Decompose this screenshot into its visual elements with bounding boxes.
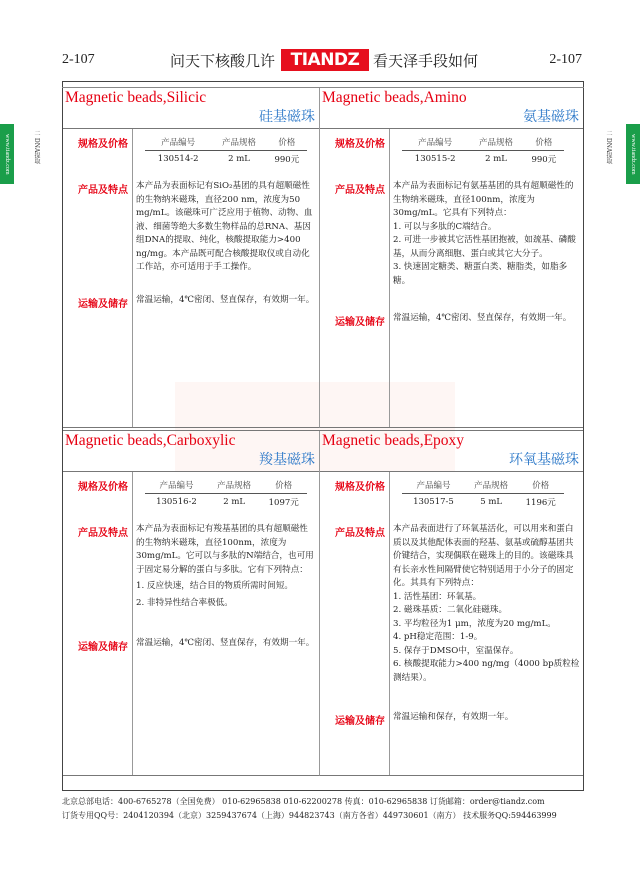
feature-item: 2. 非特异性结合率极低。 bbox=[136, 597, 233, 608]
spec-table: 产品编号 产品规格 价格 130515-2 2 mL 990元 bbox=[402, 135, 564, 167]
footer-contact-phone: 北京总部电话：400-6765278（全国免费） 010-62965838 010-62200278 传真：010-62965838 订货邮箱：order@tiandz.com bbox=[62, 797, 545, 806]
page-number-right: 2-107 bbox=[549, 52, 582, 67]
page-number-left: 2-107 bbox=[62, 52, 95, 67]
product-size: 2 mL bbox=[223, 497, 246, 507]
product-subtitle: 羧基磁珠 bbox=[259, 453, 315, 468]
spec-table: 产品编号 产品规格 价格 130514-2 2 mL 990元 bbox=[145, 135, 307, 167]
product-description: 本产品为表面标记有羧基基团的具有超顺磁性的生物纳米磁珠，直径100nm，浓度为30mg/mL。它可以与多肽的N端结合，也可用于固定易分解的蛋白与多肽。它有下列特点： 1. 反应快速，结合目的物质所需时间短。 2. 非特异性结合率极低。 bbox=[136, 523, 316, 610]
side-tab-left bbox=[0, 124, 14, 184]
product-title: Magnetic beads,Carboxylic 羧基磁珠 bbox=[65, 432, 315, 468]
product-card-amino bbox=[320, 88, 583, 428]
product-size: 2 mL bbox=[485, 154, 507, 164]
storage-text: 常温运输，4℃密闭、竖直保存，有效期一年。 bbox=[136, 638, 315, 648]
product-price: 990元 bbox=[531, 155, 557, 165]
feature-item: 3. 平均粒径为1 μm，浓度为20 mg/mL。 bbox=[393, 618, 556, 629]
storage-text: 常温运输，4℃密闭、竖直保存，有效期一年。 bbox=[136, 295, 315, 305]
product-title: Magnetic beads,Amino 氨基磁珠 bbox=[322, 89, 579, 125]
features-label: 产品及特点 bbox=[78, 185, 128, 196]
spec-table: 产品编号 产品规格 价格 130517-5 5 mL 1196元 bbox=[402, 478, 564, 510]
features-label: 产品及特点 bbox=[78, 528, 128, 539]
product-size: 5 mL bbox=[480, 497, 503, 507]
storage-text: 常温运输和保存，有效期一年。 bbox=[393, 712, 514, 722]
spec-table: 产品编号 产品规格 价格 130516-2 2 mL 1097元 bbox=[145, 478, 307, 510]
storage-label: 运输及储存 bbox=[335, 716, 385, 727]
product-description: 本产品表面进行了环氧基活化，可以用来和蛋白质以及其他配体表面的羟基、氨基或硫醇基团共价键结合，实现偶联在磁珠上的目的。该磁珠具有长亲水性间隔臂使它特别适用于小分子的固定化。其具有下列特点： 1. 活性基团：环氧基。 2. 磁珠基质：二氧化硅磁珠。 3. 平均粒径为1 μm，浓度为20 mg/mL。 4. pH稳定范围：1-9。 5. 保存于DMSO中，室温保存。 6. 核酸提取能力>400 ng/mg（4000 bp质粒检测结果）。 bbox=[393, 523, 580, 685]
storage-text: 常温运输，4℃密闭、竖直保存，有效期一年。 bbox=[393, 313, 572, 323]
product-description: 本产品为表面标记有氨基基团的具有超顺磁性的生物纳米磁珠，直径100nm，浓度为30mg/mL。它具有下列特点： 1. 可以与多肽的C端结合。 2. 可进一步被其它活性基团抱被，如巯基、磷酸基，从而分离细胞、蛋白或其它大分子。 3. 快速固定糖类、糖蛋白类、糖脂类，如脂多糖。 bbox=[393, 180, 580, 288]
feature-item: 1. 活性基团：环氧基。 bbox=[393, 591, 482, 602]
side-tab-url: www.tiandz.com bbox=[4, 133, 10, 175]
spec-price-label: 规格及价格 bbox=[78, 139, 128, 150]
header-slogan-left: 问天下核酸几许 bbox=[170, 52, 276, 70]
product-price: 990元 bbox=[274, 155, 300, 165]
product-subtitle: 环氧基磁珠 bbox=[509, 453, 579, 468]
product-price: 1196元 bbox=[525, 498, 556, 508]
storage-label: 运输及储存 bbox=[78, 642, 128, 653]
product-card-silicic bbox=[63, 88, 320, 428]
side-tab-right bbox=[626, 124, 640, 184]
storage-label: 运输及储存 bbox=[78, 299, 128, 310]
side-section-label-right: 二 DNA提取 bbox=[605, 130, 612, 165]
brand-logo: TIANDZ bbox=[281, 49, 369, 71]
product-description: 本产品为表面标记有SiO₂基团的具有超顺磁性的生物纳米磁珠，直径200 nm，浓度为50 mg/mL。该磁珠可广泛应用于植物、动物、血液、细菌等绝大多数生物样品的总RNA、基因组DNA的提取、纯化，核酸提取能力>400 ng/mg。本产品既可配合核酸提取仪或自动化工作站，亦可适用于手工操作。 bbox=[136, 181, 313, 272]
product-card-carboxylic bbox=[63, 431, 320, 776]
spec-price-label: 规格及价格 bbox=[335, 139, 385, 150]
product-subtitle: 硅基磁珠 bbox=[259, 110, 315, 125]
side-section-label-left: 二 DNA提取 bbox=[33, 130, 40, 165]
feature-item: 3. 快速固定糖类、糖蛋白类、糖脂类，如脂多糖。 bbox=[393, 262, 568, 286]
feature-item: 1. 可以与多肽的C端结合。 bbox=[393, 221, 497, 232]
product-card-epoxy bbox=[320, 431, 583, 776]
product-size: 2 mL bbox=[228, 154, 250, 164]
feature-item: 2. 可进一步被其它活性基团抱被，如巯基、磷酸基，从而分离细胞、蛋白或其它大分子。 bbox=[393, 235, 576, 259]
feature-item: 1. 反应快速，结合目的物质所需时间短。 bbox=[136, 581, 294, 591]
product-code: 130515-2 bbox=[414, 154, 456, 164]
product-code: 130516-2 bbox=[156, 497, 197, 507]
feature-item: 2. 磁珠基质：二氧化硅磁珠。 bbox=[393, 605, 508, 615]
header-slogan-right: 看天泽手段如何 bbox=[373, 52, 479, 70]
product-subtitle: 氨基磁珠 bbox=[523, 110, 579, 125]
spec-price-label: 规格及价格 bbox=[335, 482, 385, 493]
product-title: Magnetic beads,Epoxy 环氧基磁珠 bbox=[322, 432, 579, 468]
product-code: 130517-5 bbox=[413, 497, 454, 507]
features-label: 产品及特点 bbox=[335, 528, 385, 539]
feature-item: 4. pH稳定范围：1-9。 bbox=[393, 632, 483, 642]
footer-contact-qq: 订货专用QQ号：2404120394（北京）3259437674（上海）944823743（南方各省）449730601（南方） 技术服务QQ:594463999 bbox=[62, 811, 557, 820]
product-title: Magnetic beads,Silicic 硅基磁珠 bbox=[65, 89, 315, 125]
side-tab-url: www.tiandz.com bbox=[630, 133, 636, 175]
features-label: 产品及特点 bbox=[335, 185, 385, 196]
product-price: 1097元 bbox=[268, 498, 299, 508]
spec-price-label: 规格及价格 bbox=[78, 482, 128, 493]
storage-label: 运输及储存 bbox=[335, 317, 385, 328]
feature-item: 6. 核酸提取能力>400 ng/mg（4000 bp质粒检测结果）。 bbox=[393, 659, 580, 683]
product-code: 130514-2 bbox=[157, 154, 199, 164]
feature-item: 5. 保存于DMSO中，室温保存。 bbox=[393, 645, 519, 656]
